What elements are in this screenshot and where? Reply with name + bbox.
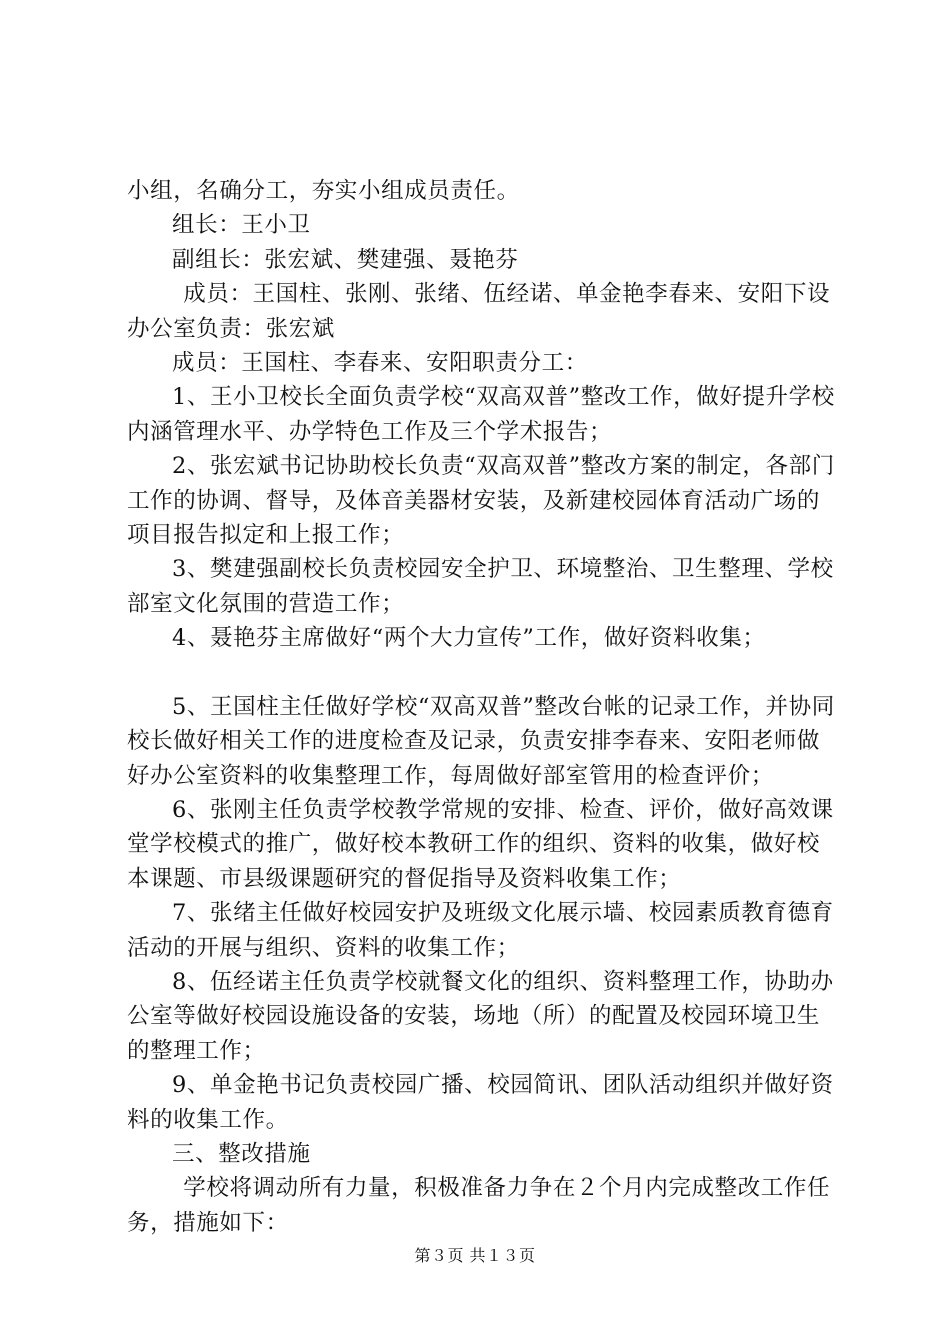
paragraph-duty-3: 3、樊建强副校长负责校园安全护卫、环境整治、卫生整理、学校部室文化氛围的营造工作； <box>127 556 834 617</box>
paragraph-duty-5: 5、王国柱主任做好学校“双高双普”整改台帐的记录工作，并协同校长做好相关工作的进度检查及记录，负责安排李春来、安阳老师做好办公室资料的收集整理工作，每周做好部室管用的检查评价； <box>127 693 835 789</box>
paragraph-duty-8: 8、伍经诺主任负责学校就餐文化的组织、资料整理工作，协助办公室等做好校园设施设备的安装，场地（所）的配置及校园环境卫生的整理工作； <box>127 968 834 1064</box>
paragraph-duty-6: 6、张刚主任负责学校教学常规的安排、检查、评价，做好高效课堂学校模式的推广，做好校本教研工作的组织、资料的收集，做好校本课题、市县级课题研究的督促指导及资料收集工作； <box>127 796 834 892</box>
paragraph-deputy-leaders: 副组长：张宏斌、樊建强、聂艳芬 <box>172 246 519 273</box>
paragraph-office-members: 成员：王国柱、李春来、安阳职责分工： <box>172 350 588 377</box>
page-footer: 第３页 共１３页 <box>414 1246 536 1265</box>
paragraph-intro: 小组，名确分工，夯实小组成员责任。 <box>127 178 520 204</box>
paragraph-duty-2: 2、张宏斌书记协助校长负责“双高双普”整改方案的制定，各部门工作的协调、督导，及体音美器材安装，及新建校园体育活动广场的项目报告拟定和上报工作； <box>127 453 835 549</box>
paragraph-duty-9: 9、单金艳书记负责校园广播、校园简讯、团队活动组织并做好资料的收集工作。 <box>127 1072 834 1133</box>
paragraph-duty-1: 1、王小卫校长全面负责学校“双高双普”整改工作，做好提升学校内涵管理水平、办学特色工作及三个学术报告； <box>127 384 835 445</box>
paragraph-leader: 组长：王小卫 <box>172 212 311 239</box>
document-body <box>127 174 839 1240</box>
section-heading-measures: 三、整改措施 <box>172 1140 311 1167</box>
paragraph-measures-intro: 学校将调动所有力量，积极准备力争在２个月内完成整改工作任务，措施如下： <box>127 1175 831 1236</box>
paragraph-members-office: 成员：王国柱、张刚、张绪、伍经诺、单金艳李春来、安阳下设办公室负责：张宏斌 <box>127 281 831 342</box>
paragraph-duty-4: 4、聂艳芬主席做好“两个大力宣传”工作，做好资料收集； <box>172 625 766 652</box>
paragraph-duty-7: 7、张绪主任做好校园安护及班级文化展示墙、校园素质教育德育活动的开展与组织、资料的收集工作； <box>127 900 834 961</box>
